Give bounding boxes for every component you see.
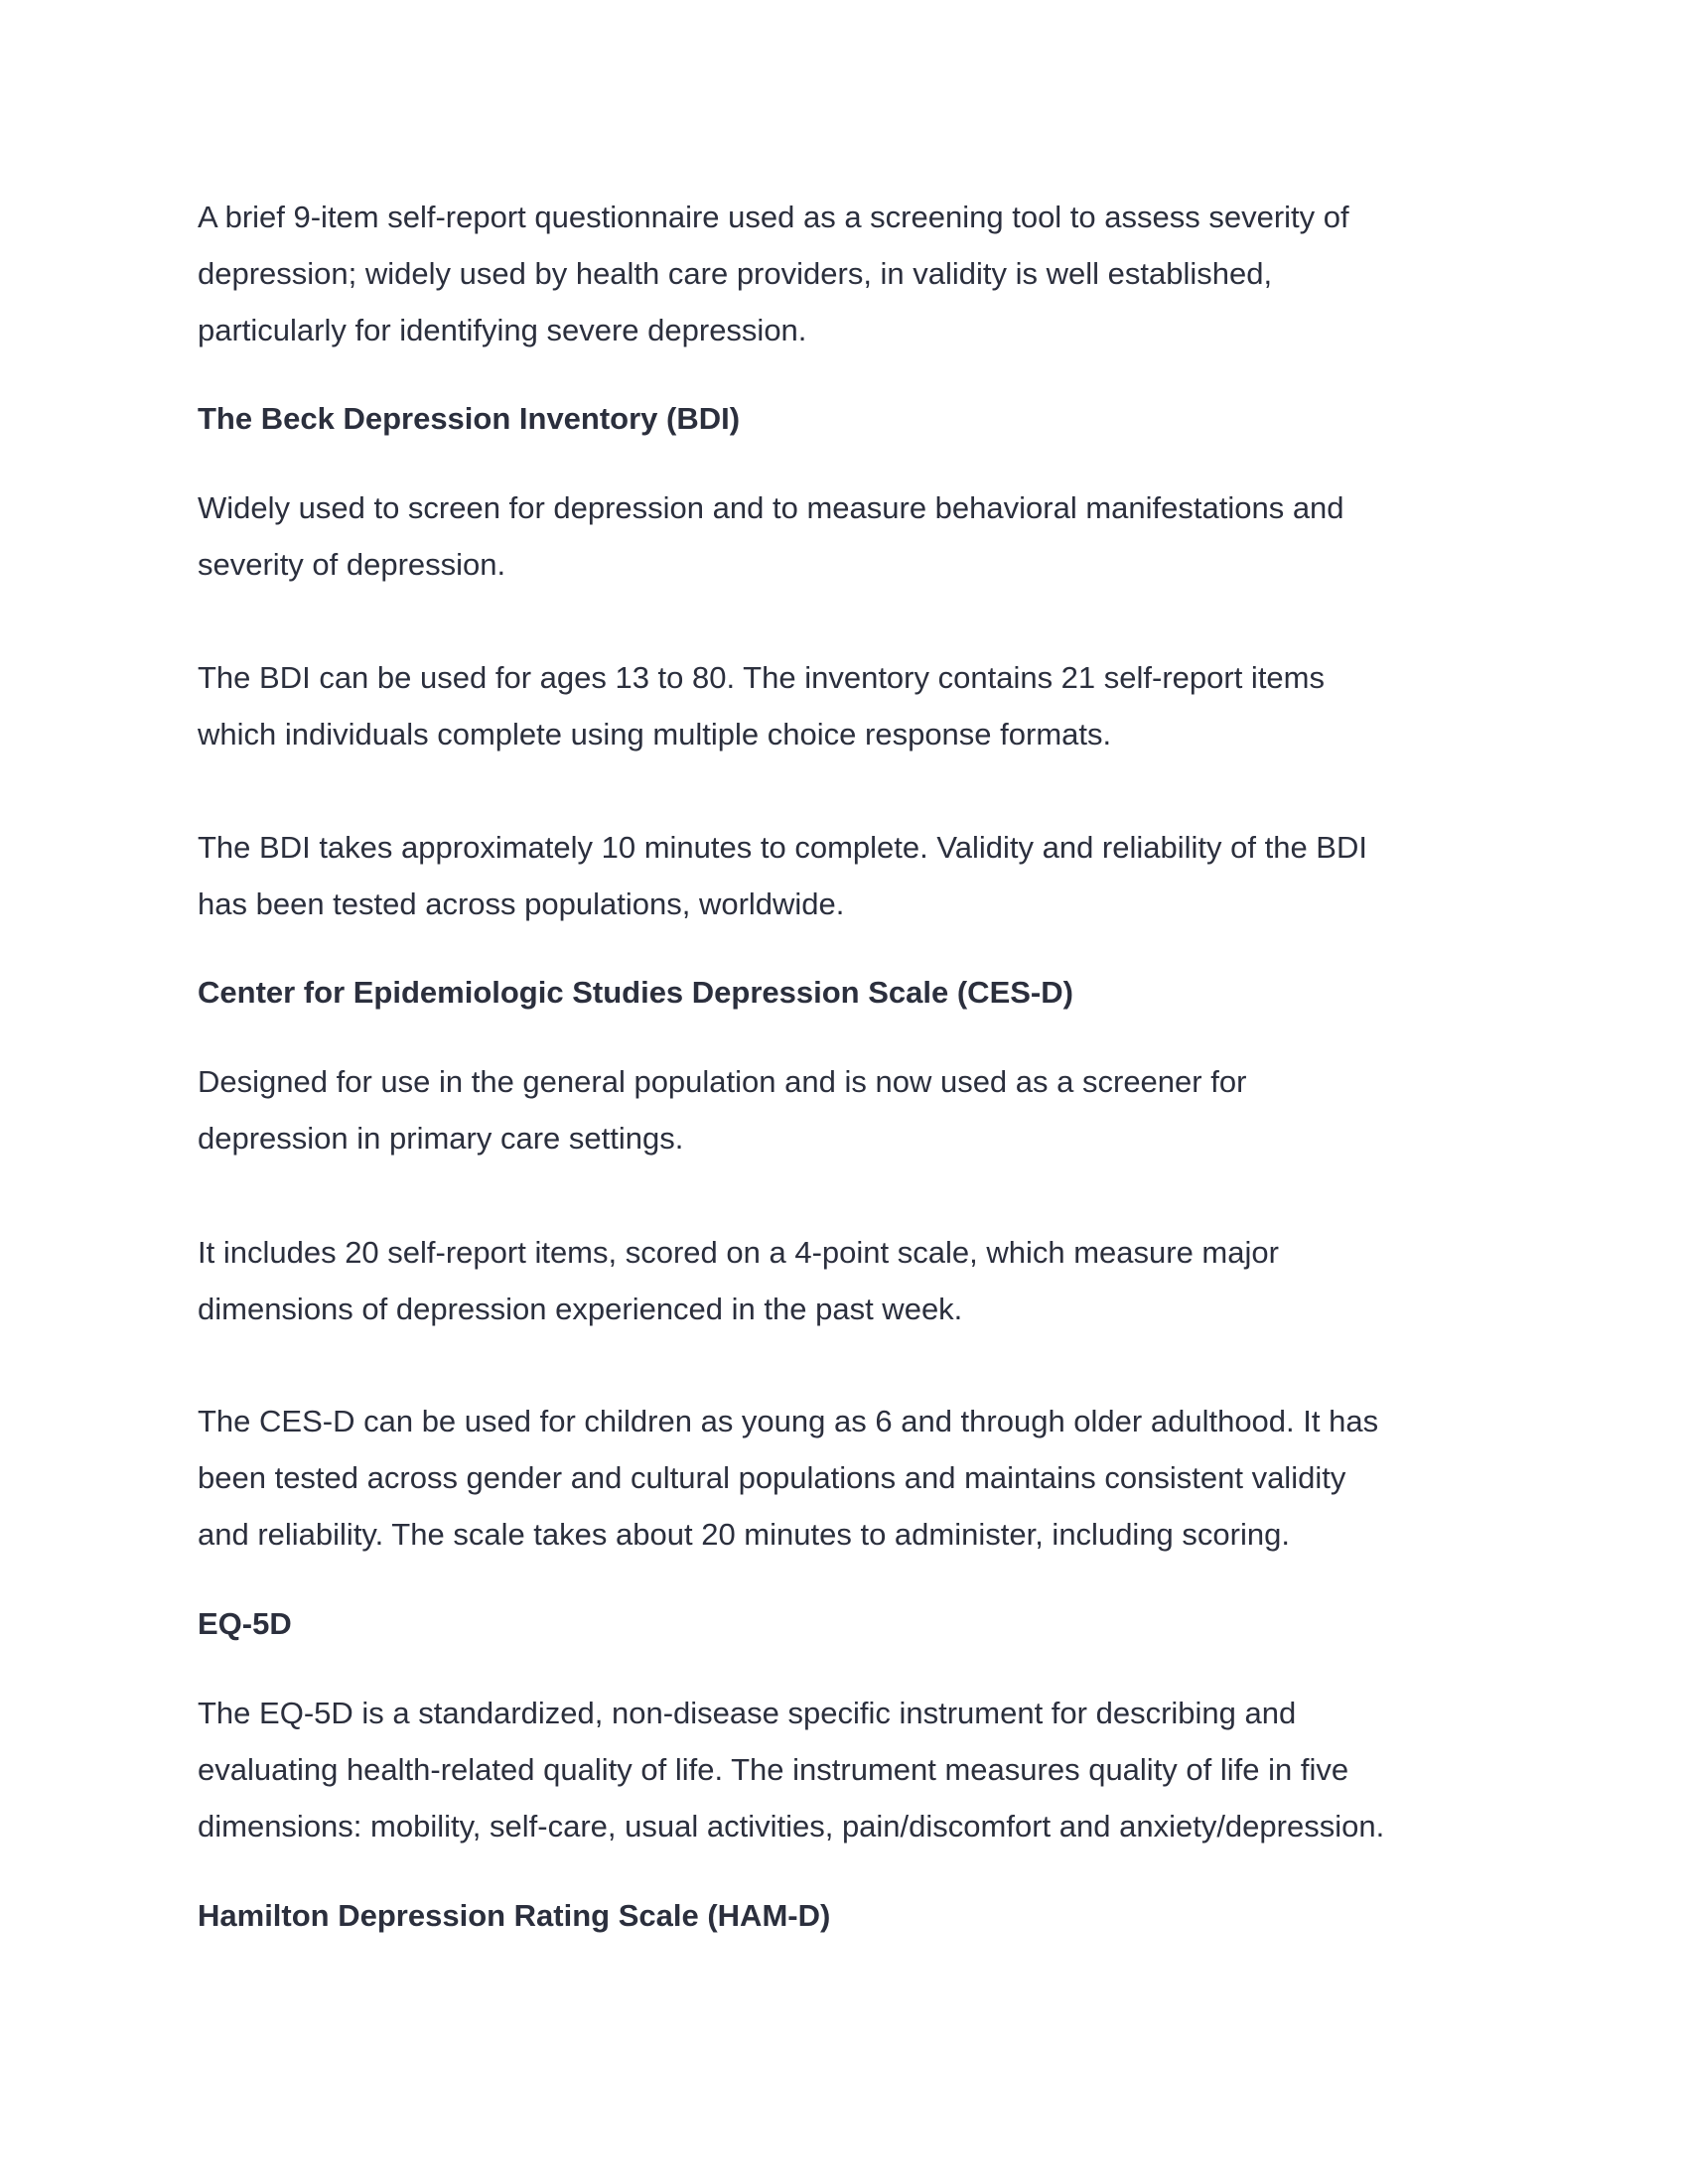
heading-hamd bbox=[198, 1887, 1588, 1944]
paragraph-line: severity of depression. bbox=[198, 547, 506, 582]
paragraph-line: The CES-D can be used for children as young as 6 and through older adulthood. It has bbox=[198, 1404, 1379, 1438]
heading-cesd bbox=[198, 964, 1588, 1021]
paragraph-line: particularly for identifying severe depression. bbox=[198, 313, 807, 347]
paragraph-line: and reliability. The scale takes about 20 minutes to administer, including scoring. bbox=[198, 1517, 1290, 1552]
paragraph-line: dimensions of depression experienced in the past week. bbox=[198, 1292, 963, 1326]
bdi-duration bbox=[198, 819, 1588, 932]
cesd-description bbox=[198, 1053, 1588, 1166]
paragraph-line: which individuals complete using multiple choice response formats. bbox=[198, 717, 1112, 751]
bdi-description bbox=[198, 479, 1588, 593]
paragraph-line: The BDI can be used for ages 13 to 80. The inventory contains 21 self-report items bbox=[198, 660, 1325, 695]
bdi-ages bbox=[198, 649, 1588, 762]
section-heading: Hamilton Depression Rating Scale (HAM-D) bbox=[198, 1898, 831, 1933]
paragraph-line: The EQ-5D is a standardized, non-disease specific instrument for describing and bbox=[198, 1696, 1297, 1730]
section-heading: EQ-5D bbox=[198, 1606, 292, 1641]
paragraph-line: The BDI takes approximately 10 minutes to complete. Validity and reliability of the BDI bbox=[198, 830, 1367, 865]
paragraph-line: Designed for use in the general population and is now used as a screener for bbox=[198, 1064, 1247, 1099]
heading-bdi bbox=[198, 390, 1588, 447]
paragraph-line: depression in primary care settings. bbox=[198, 1121, 684, 1156]
section-heading: Center for Epidemiologic Studies Depression Scale (CES-D) bbox=[198, 975, 1073, 1010]
cesd-items bbox=[198, 1224, 1588, 1337]
paragraph-line: Widely used to screen for depression and to measure behavioral manifestations and bbox=[198, 490, 1344, 525]
section-heading: The Beck Depression Inventory (BDI) bbox=[198, 401, 741, 436]
paragraph-line: evaluating health-related quality of life. The instrument measures quality of life in five bbox=[198, 1752, 1349, 1787]
paragraph-line: has been tested across populations, worldwide. bbox=[198, 887, 845, 921]
paragraph-line: It includes 20 self-report items, scored on a 4-point scale, which measure major bbox=[198, 1235, 1279, 1270]
phq9-description bbox=[198, 189, 1588, 358]
paragraph-line: dimensions: mobility, self-care, usual activities, pain/discomfort and anxiety/depression. bbox=[198, 1809, 1385, 1843]
paragraph-line: been tested across gender and cultural populations and maintains consistent validity bbox=[198, 1460, 1346, 1495]
heading-eq5d bbox=[198, 1595, 1588, 1652]
eq5d-description bbox=[198, 1685, 1588, 1854]
paragraph-line: depression; widely used by health care providers, in validity is well established, bbox=[198, 256, 1273, 291]
paragraph-line: A brief 9-item self-report questionnaire used as a screening tool to assess severity of bbox=[198, 200, 1349, 234]
cesd-ages bbox=[198, 1393, 1588, 1563]
